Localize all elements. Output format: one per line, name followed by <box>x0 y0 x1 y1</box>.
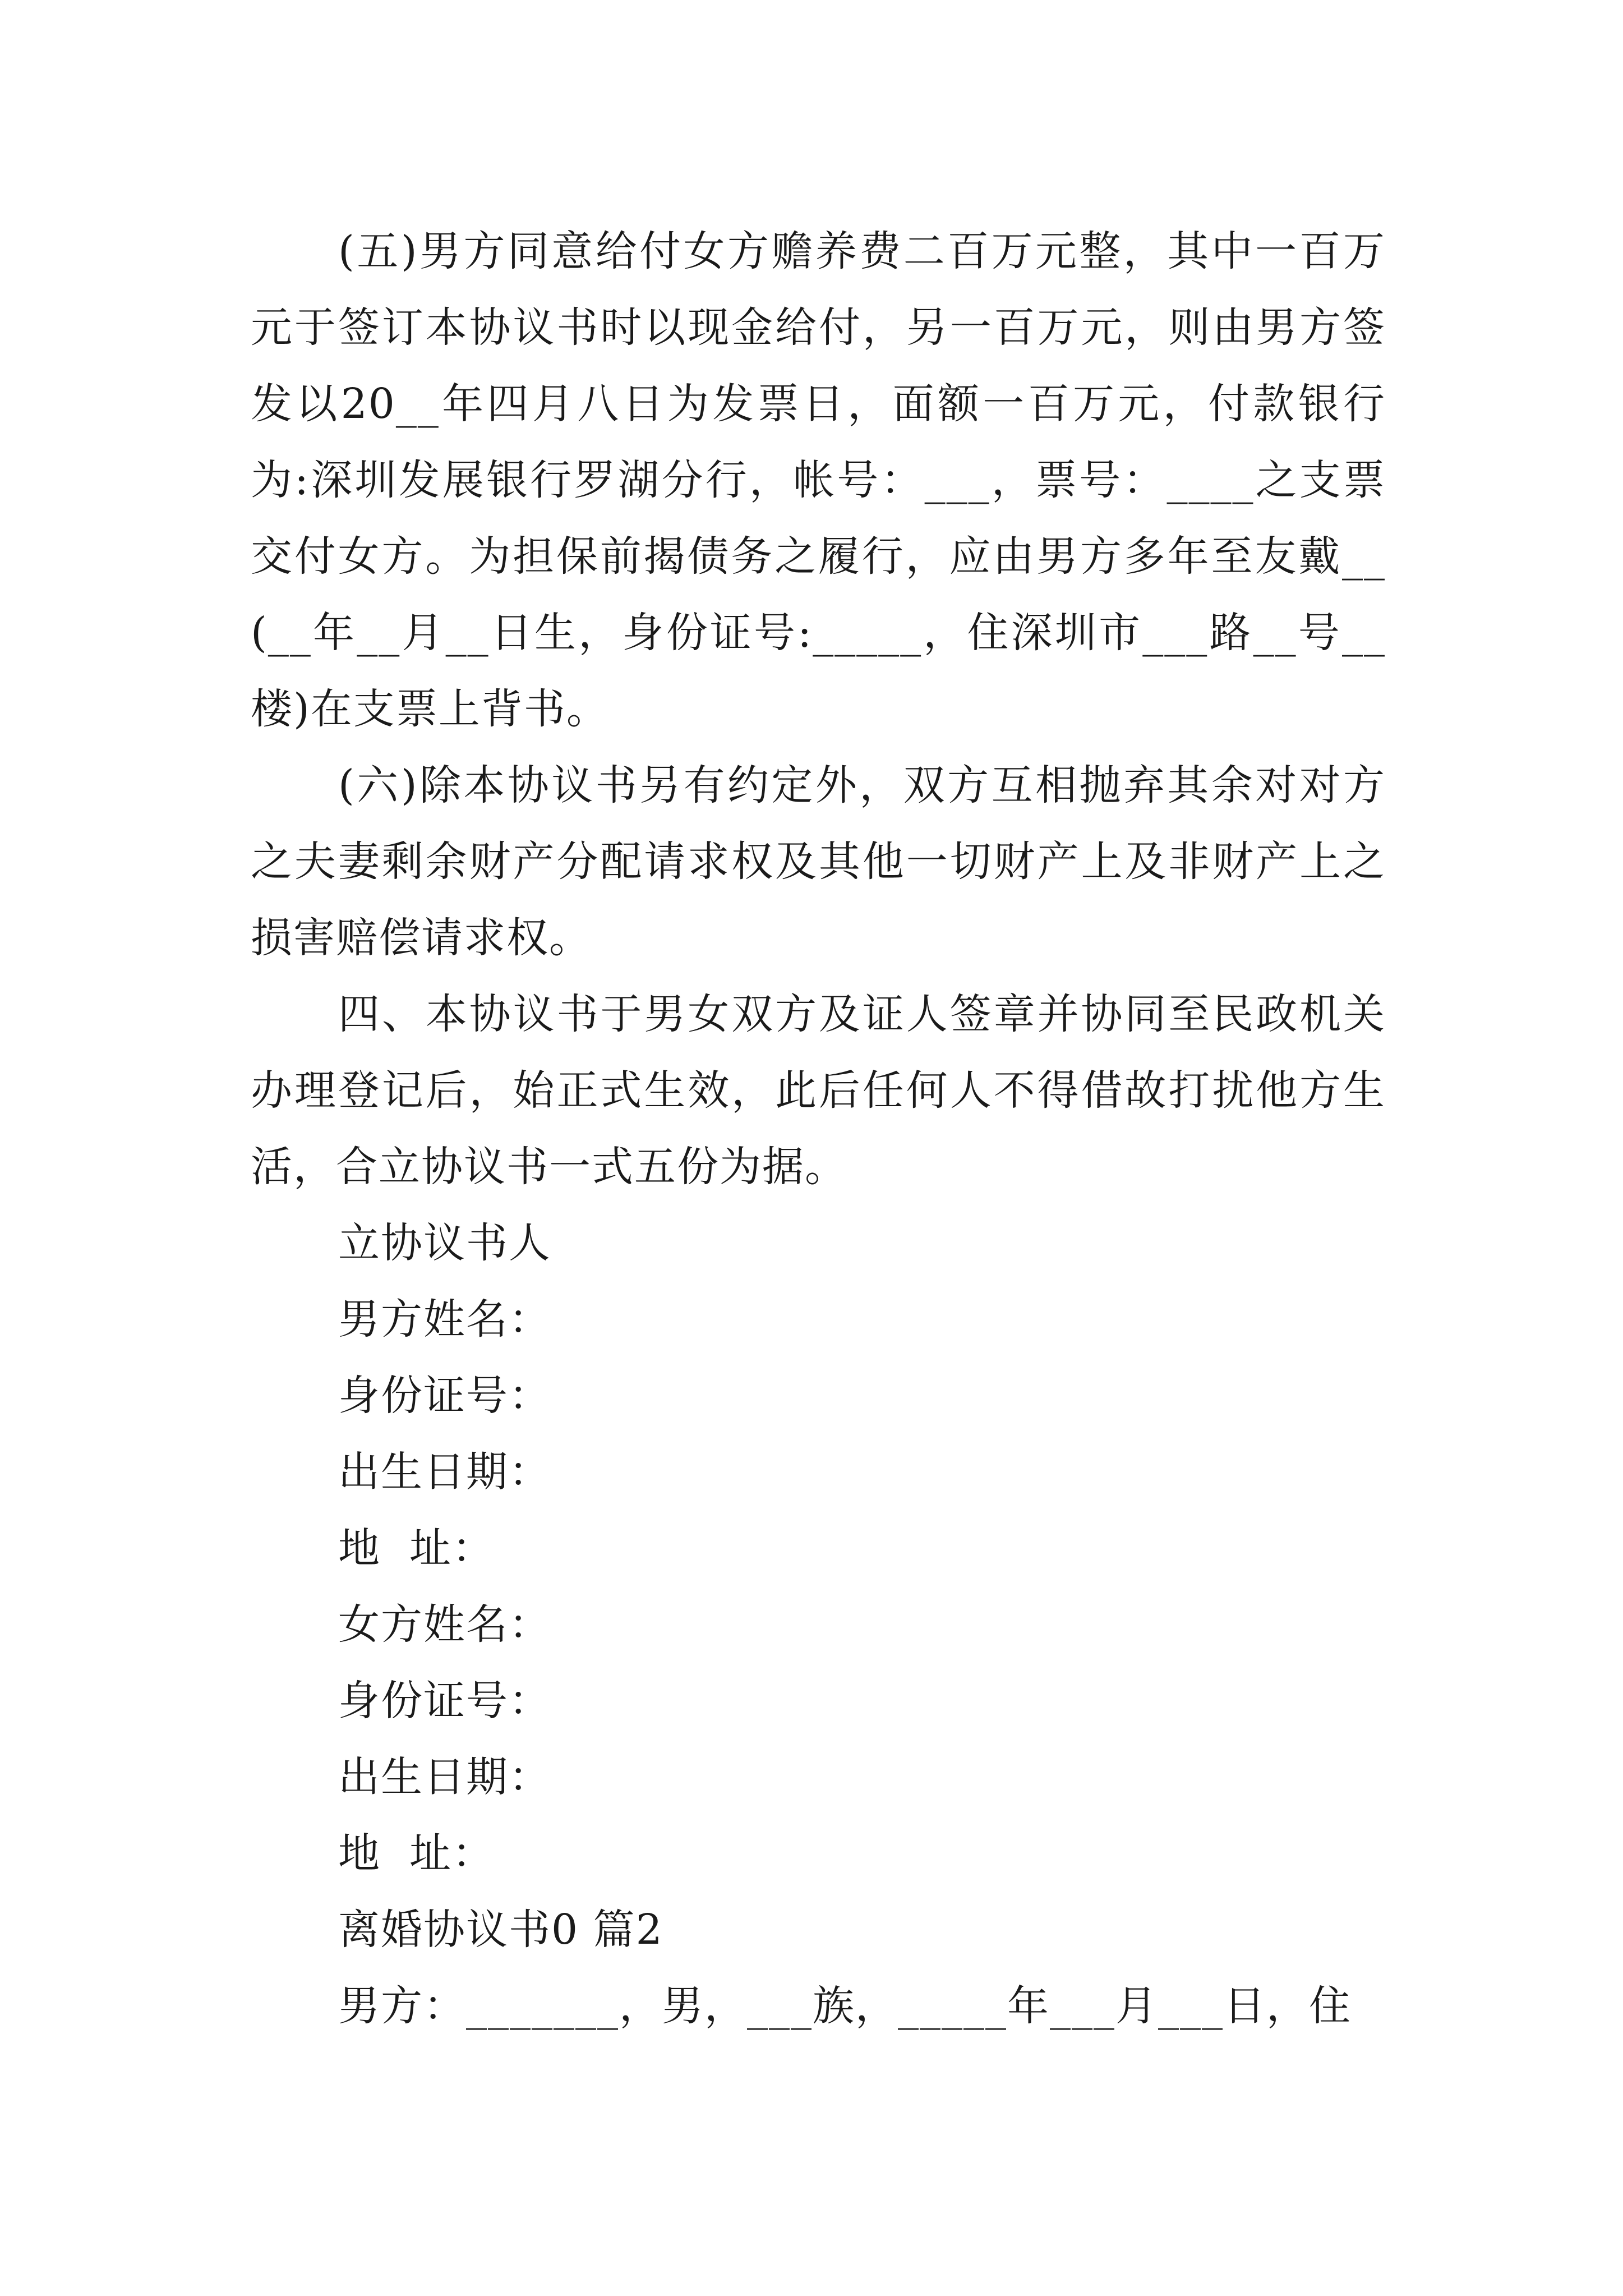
paragraph-effectiveness: 四、本协议书于男女双方及证人签章并协同至民政机关办理登记后，始正式生效，此后任何人不得借故打扰他方生活，合立协议书一式五份为据。 <box>251 990 1386 1191</box>
female-birth-label: 出生日期： <box>338 1753 551 1801</box>
male-address-label: 地 址： <box>338 1524 495 1572</box>
signature-heading: 立协议书人 <box>338 1219 551 1267</box>
male-birth-label: 出生日期： <box>338 1448 551 1496</box>
female-name-label: 女方姓名： <box>338 1600 551 1649</box>
signature-block <box>251 1205 1386 1892</box>
document-page <box>251 213 1386 2044</box>
male-name-label: 男方姓名： <box>338 1295 551 1343</box>
section-title: 离婚协议书0 篇2 <box>338 1906 663 1954</box>
male-party-line: 男方：_______，男，___族，_____年___月___日，住 <box>338 1982 1352 2030</box>
female-address-label: 地 址： <box>338 1829 495 1878</box>
paragraph-alimony: (五)男方同意给付女方赡养费二百万元整，其中一百万元于签订本协议书时以现金给付，另一百万元，则由男方签发以20__年四月八日为发票日，面额一百万元，付款银行为:深圳发展银行罗湖分行，帐号：___，票号：____之支票交付女方。为担保前揭债务之履行，应由男方多年至友戴__(__年__月__日生，身份证号:_____，住深圳市___路__号__楼)在支票上背书。 <box>251 227 1386 733</box>
male-id-label: 身份证号： <box>338 1372 551 1420</box>
paragraph-waiver: (六)除本协议书另有约定外，双方互相抛弃其余对对方之夫妻剩余财产分配请求权及其他一切财产上及非财产上之损害赔偿请求权。 <box>251 761 1386 962</box>
female-id-label: 身份证号： <box>338 1677 551 1725</box>
